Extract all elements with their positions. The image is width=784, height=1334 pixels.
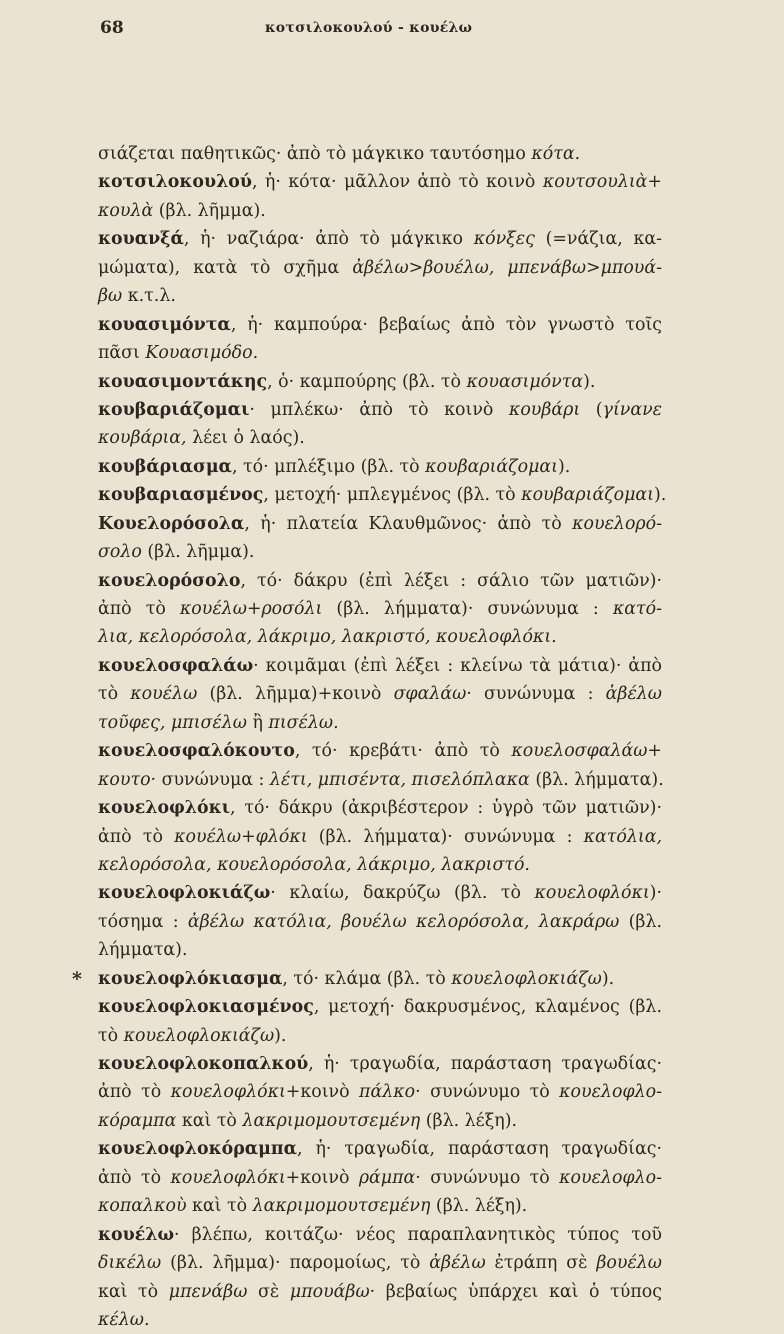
definition-text: συνώνυμα : <box>471 684 606 705</box>
italic-term: κατό- <box>612 599 662 619</box>
text-line <box>98 908 662 936</box>
italic-term: Κουασιμόδο. <box>145 343 259 364</box>
text-line <box>98 680 662 708</box>
definition-text: συνώνυμο τὸ <box>420 1082 560 1103</box>
definition-text: ). <box>583 371 596 392</box>
headword: κουελοφλοκόραμπα <box>98 1139 298 1160</box>
headword: Κουελορόσολα <box>98 513 245 534</box>
italic-term: κουελοφλο- <box>559 1082 662 1103</box>
text-line <box>98 766 662 794</box>
definition-text: ἀπὸ τὸ <box>98 826 175 847</box>
italic-term: ἀβέλω <box>429 1253 486 1274</box>
definition-text: · βλέπω, κοιτάζω· νέος παραπλανητικὸς τύπος τοῦ <box>174 1224 662 1245</box>
italic-term: κουβαριάζομαι <box>425 456 558 477</box>
definition-text: λέει ὁ λαός). <box>186 428 305 449</box>
dictionary-entries <box>72 140 667 1334</box>
italic-term: κουβαριάζομαι <box>521 485 654 506</box>
definition-text: (βλ. λῆμμα). <box>153 200 266 221</box>
text-line <box>98 1306 662 1334</box>
italic-term: τοῦφες, μπισέλω <box>98 712 247 733</box>
text-line <box>98 538 662 566</box>
italic-term: κουτο· <box>98 769 157 790</box>
text-line <box>98 1249 662 1277</box>
italic-term: κόνξες <box>473 229 535 250</box>
italic-term: λέτι, μπισέντα, πισελόπλακα <box>269 769 530 790</box>
text-line <box>98 140 662 168</box>
text-line <box>98 510 662 538</box>
italic-term: σολο <box>98 542 142 563</box>
italic-term: βω <box>98 286 123 307</box>
definition-text: (=νάζια, κα- <box>534 229 662 250</box>
definition-text: · κλαίω, δακρύζω (βλ. τὸ <box>270 883 535 904</box>
italic-term: κουελοφλόκι <box>170 1082 286 1103</box>
headword: κουελοφλοκοπαλκού <box>98 1054 309 1074</box>
definition-text: , ἡ· καμπούρα· βεβαίως ἀπὸ τὸν γνωστὸ τοῖς <box>230 314 662 335</box>
definition-text: ( <box>580 399 603 420</box>
italic-term: κουελοσφαλάω+ <box>511 741 662 762</box>
italic-term: κουβάρια, <box>98 428 187 449</box>
text-line <box>98 424 662 452</box>
headword: κουελοσφαλάω <box>98 655 254 676</box>
italic-term: κουελοφλοκιάζω <box>451 968 602 989</box>
headword: κουελοφλόκιασμα <box>98 968 283 989</box>
text-line <box>98 823 662 851</box>
definition-text: ). <box>601 968 615 989</box>
italic-term: δικέλω <box>98 1253 162 1274</box>
italic-term: ἀβέλω κατόλια, βουέλω κελορόσολα, λακράρω <box>187 911 620 932</box>
text-line <box>98 1278 662 1306</box>
text-line <box>98 652 662 680</box>
definition-text: σὲ <box>247 1281 290 1302</box>
definition-text: , ἡ· τραγωδία, παράσταση τραγωδίας· <box>308 1054 662 1074</box>
text-line <box>98 709 662 737</box>
definition-text: ). <box>557 456 571 477</box>
italic-term: μπουάβω· <box>289 1281 376 1302</box>
text-line <box>98 794 662 822</box>
headword: κοτσιλοκουλού <box>98 172 252 193</box>
text-line <box>98 1022 662 1050</box>
definition-text: μώματα), κατὰ τὸ σχῆμα <box>98 257 353 278</box>
definition-text: , ὁ· καμπούρης (βλ. τὸ <box>267 371 467 392</box>
definition-text: (βλ. λέξη). <box>430 1196 528 1217</box>
definition-text: · μπλέκω· ἀπὸ τὸ κοινὸ <box>249 399 509 420</box>
entry-marker: * <box>72 967 82 990</box>
headword: κουασιμοντάκης <box>98 371 268 392</box>
text-line <box>98 1221 662 1249</box>
definition-text: (βλ. <box>619 911 662 932</box>
italic-term: σφαλάω· <box>393 684 472 705</box>
italic-term: κουελοφλοκιάζω <box>123 1025 275 1046</box>
definition-text: βεβαίως ὑπάρχει καὶ ὁ τύπος <box>375 1281 662 1302</box>
definition-text: καὶ τὸ <box>176 1110 243 1131</box>
definition-text: ). <box>653 485 667 506</box>
italic-term: κουέλω+ροσόλι <box>179 599 323 619</box>
text-line <box>98 1135 662 1163</box>
italic-term: κουλὰ <box>98 200 154 221</box>
text-line <box>98 1164 662 1192</box>
italic-term: πάλκο· <box>359 1082 421 1103</box>
headword: κουελοφλοκιάζω <box>98 883 271 904</box>
italic-term: λακριμομουτσεμένη <box>242 1110 421 1131</box>
italic-term: κουελοφλόκι <box>534 883 650 904</box>
italic-term: κουελορό- <box>572 513 662 534</box>
definition-text: , ἡ· τραγωδία, παράσταση τραγωδίας· <box>297 1139 662 1160</box>
definition-text: (βλ. λήμματα)· συνώνυμα : <box>307 826 584 847</box>
definition-text: (βλ. λῆμμα)· παρομοίως, τὸ <box>161 1253 430 1274</box>
italic-term: κατόλια, <box>583 826 662 847</box>
headword: κουελοφλόκι <box>98 798 231 819</box>
italic-term: κουασιμόντα <box>466 371 584 392</box>
page-number: 68 <box>100 18 124 38</box>
definition-text: ἀπὸ τὸ <box>98 599 180 619</box>
text-line <box>98 197 662 225</box>
text-line <box>98 993 662 1021</box>
definition-text: ἀπὸ τὸ <box>98 1167 171 1188</box>
text-line <box>98 254 662 282</box>
text-line <box>98 481 667 509</box>
definition-text: καὶ τὸ <box>98 1281 169 1302</box>
definition-text: συνώνυμα : <box>156 769 270 790</box>
italic-term: ράμπα· <box>358 1167 421 1188</box>
text-line <box>98 225 662 253</box>
definition-text: (βλ. λέξη). <box>420 1110 518 1131</box>
text-line <box>98 623 662 651</box>
definition-text: ἐτράπη σὲ <box>485 1253 597 1274</box>
definition-text: + <box>647 172 662 193</box>
definition-text: τὸ <box>98 684 131 705</box>
definition-text: ἢ <box>246 712 269 733</box>
definition-text: τὸ <box>98 1025 124 1046</box>
headword: κουελορόσολο <box>98 570 241 591</box>
definition-text: (βλ. λῆμμα). <box>141 542 255 563</box>
definition-text: λήμματα). <box>98 940 188 961</box>
text-line <box>98 1050 662 1078</box>
definition-text: (βλ. λήμματα). <box>529 769 664 790</box>
page-header <box>100 18 690 42</box>
text-line <box>98 936 662 964</box>
headword: κουέλω <box>98 1224 175 1245</box>
text-line <box>98 339 662 367</box>
italic-term: κουέλω+φλόκι <box>174 826 308 847</box>
running-title: κοτσιλοκουλού - κουέλω <box>265 20 473 36</box>
text-line <box>98 368 662 396</box>
text-line <box>98 567 662 595</box>
definition-text: καὶ τὸ <box>186 1196 253 1217</box>
italic-term: ἀβέλω <box>605 684 662 705</box>
text-line <box>98 1192 662 1220</box>
italic-term: κουτσουλιὰ <box>542 172 648 193</box>
definition-text: , ἡ· ναζιάρα· ἀπὸ τὸ μάγκικο <box>183 229 474 250</box>
definition-text: , τό· μπλέξιμο (βλ. τὸ <box>231 456 426 477</box>
italic-term: μπενάβω <box>168 1281 248 1302</box>
text-line <box>98 453 662 481</box>
text-line <box>98 595 662 623</box>
headword: κουελοσφαλόκουτο <box>98 741 295 762</box>
italic-term: κέλω. <box>98 1309 150 1330</box>
headword: κουβάριασμα <box>98 456 232 477</box>
definition-text: , μετοχή· δακρυσμένος, κλαμένος (βλ. <box>313 997 662 1018</box>
italic-term: κουελοφλο- <box>559 1167 662 1188</box>
definition-text: (βλ. λῆμμα)+κοινὸ <box>197 684 394 705</box>
text-line <box>98 282 662 310</box>
definition-text: , τό· δάκρυ (ἀκριβέστερον : ὑγρὸ τῶν ματιῶν)· <box>230 798 662 819</box>
italic-term: λακριμομουτσεμένη <box>252 1196 431 1217</box>
italic-term: κουέλω <box>130 684 198 705</box>
italic-term: λια, κελορόσολα, λάκριμο, λακριστό, κουελοφλόκι. <box>98 627 557 648</box>
text-line <box>98 737 662 765</box>
definition-text: )· <box>649 883 662 904</box>
italic-term: κόραμπα <box>98 1110 177 1131</box>
text-line <box>98 168 662 196</box>
definition-text: τόσημα : <box>98 911 188 932</box>
definition-text: , ἡ· κότα· μᾶλλον ἀπὸ τὸ κοινὸ <box>251 172 543 193</box>
italic-term: πισέλω. <box>268 712 339 733</box>
headword: κουβαριασμένος <box>98 485 264 506</box>
text-line <box>98 879 662 907</box>
definition-text: +κοινὸ <box>285 1082 360 1103</box>
text-line <box>98 396 662 424</box>
definition-text: ἀπὸ τὸ <box>98 1082 171 1103</box>
definition-text: , ἡ· πλατεία Κλαυθμῶνος· ἀπὸ τὸ <box>244 513 573 534</box>
definition-text: συνώνυμο τὸ <box>420 1167 560 1188</box>
definition-text: , τό· κρεβάτι· ἀπὸ τὸ <box>294 741 512 762</box>
text-line <box>98 1107 662 1135</box>
italic-term: κότα. <box>531 144 581 164</box>
italic-term: γίνανε <box>602 399 662 420</box>
definition-text: ). <box>274 1025 287 1046</box>
definition-text: , τό· κλάμα (βλ. τὸ <box>282 968 452 989</box>
italic-term: βουέλω <box>596 1253 662 1274</box>
definition-text: (βλ. λήμματα)· συνώνυμα : <box>322 599 613 619</box>
definition-text: , τό· δάκρυ (ἐπὶ λέξει : σάλιο τῶν ματιῶν)· <box>240 570 662 591</box>
headword: κουανξά <box>98 229 184 250</box>
definition-text: σιάζεται παθητικῶς· ἀπὸ τὸ μάγκικο ταυτόσημο <box>98 144 532 164</box>
definition-text: +κοινὸ <box>285 1167 359 1188</box>
definition-text: · κοιμᾶμαι (ἐπὶ λέξει : κλείνω τὰ μάτια)· ἀπὸ <box>253 655 662 676</box>
text-line <box>72 965 662 993</box>
italic-term: κουβάρι <box>508 399 581 420</box>
italic-term: κελορόσολα, κουελορόσολα, λάκριμο, λακριστό. <box>98 854 530 875</box>
definition-text: κ.τ.λ. <box>122 286 176 307</box>
italic-term: ἀβέλω>βουέλω, μπενάβω>μπουά- <box>352 257 662 278</box>
headword: κουβαριάζομαι <box>98 399 250 420</box>
italic-term: κουελοφλόκι <box>170 1167 286 1188</box>
definition-text: , μετοχή· μπλεγμένος (βλ. τὸ <box>263 485 522 506</box>
definition-text: πᾶσι <box>98 343 146 364</box>
headword: κουελοφλοκιασμένος <box>98 997 314 1018</box>
text-line <box>98 1078 662 1106</box>
italic-term: κοπαλκοὺ <box>98 1196 187 1217</box>
text-line <box>98 311 662 339</box>
headword: κουασιμόντα <box>98 314 231 335</box>
text-line <box>98 851 662 879</box>
